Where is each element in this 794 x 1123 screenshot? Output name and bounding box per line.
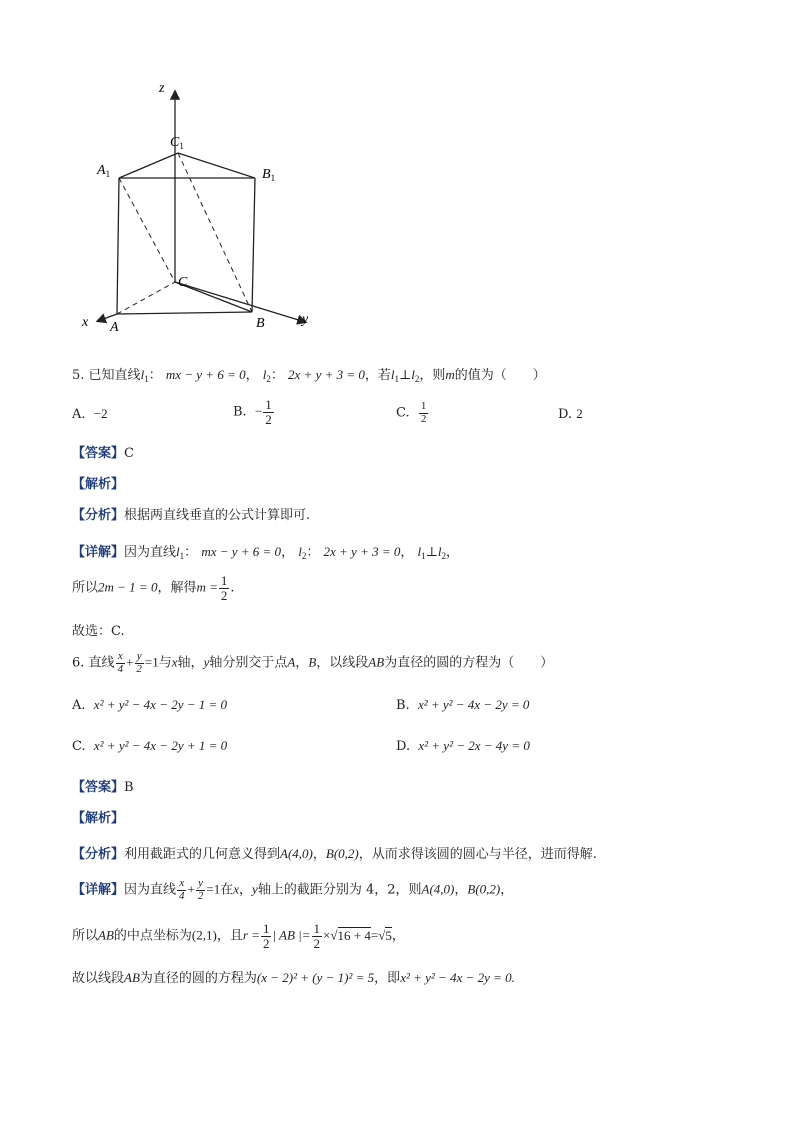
label-x: x xyxy=(82,315,89,330)
q5-fenxi: 【分析】根据两直线垂直的公式计算即可. xyxy=(72,508,311,523)
q6-option-a: A. x² + y² − 4x − 2y − 1 = 0 xyxy=(72,697,228,713)
label-A: A xyxy=(110,320,119,335)
q5-option-d: D. 2 xyxy=(558,406,583,422)
q6-xiangjie: 【详解】因为直线 $\frac{x}{4}$ + $\frac{y}{2}$ =1在x，y轴上的截距分别为 4，2，则A(4,0)，B(0,2)， xyxy=(72,877,514,902)
prism-figure xyxy=(70,70,330,340)
q6-stem: 6. 直线 $\frac{x}{4}$ + $\frac{y}{2}$ =1与x轴，y轴分别交于点A，B，以线段AB为直径的圆的方程为（ ） xyxy=(72,650,554,675)
label-A1: $A_1$ xyxy=(97,163,111,179)
q6-fenxi: 【分析】利用截距式的几何意义得到A(4,0)，B(0,2)，从而求得该圆的圆心与半径，进而得解. xyxy=(72,846,597,862)
q5-analysis-tag: 【解析】 xyxy=(72,477,125,492)
label-B1: $B_1$ xyxy=(262,167,276,183)
q6-option-d: D. x² + y² − 2x − 4y = 0 xyxy=(396,738,530,754)
q6-option-b: B. x² + y² − 4x − 2y = 0 xyxy=(396,697,530,713)
q5-choose: 故选：C. xyxy=(72,624,125,639)
q5-option-a: A. −2 xyxy=(72,406,108,422)
q5-stem: 5. 已知直线$l_1$： mx − y + 6 = 0， $l_2$： 2x + y + 3 = 0，若$l_1\perp l_2$，则m的值为（ ） xyxy=(72,367,546,384)
label-B: B xyxy=(256,316,265,331)
q6-analysis-tag: 【解析】 xyxy=(72,811,125,826)
label-C1: $C_1$ xyxy=(170,135,184,151)
q5-option-c: C. $\frac{1}{2}$ xyxy=(396,400,427,425)
label-z: z xyxy=(159,81,165,96)
q5-answer: 【答案】C xyxy=(72,446,134,461)
q5-solve-line: 所以2m − 1 = 0，解得m = $\frac{1}{2}$ . xyxy=(72,573,235,603)
q6-solve-line: 所以AB的中点坐标为(2,1)，且r = $\frac{1}{2}$ | AB |= $\frac{1}{2}$ ×√16 + 4=√5， xyxy=(72,921,405,951)
y-axis xyxy=(175,282,305,322)
label-C: C xyxy=(178,275,188,290)
q6-option-c: C. x² + y² − 4x − 2y + 1 = 0 xyxy=(72,738,228,754)
label-y: y xyxy=(302,312,309,327)
q5-xiangjie: 【详解】因为直线$l_1$： mx − y + 6 = 0， $l_2$： 2x + y + 3 = 0， $l_1\perp l_2$， xyxy=(72,544,460,561)
q6-final-line: 故以线段AB为直径的圆的方程为(x − 2)² + (y − 1)² = 5，即x² + y² − 4x − 2y = 0. xyxy=(72,970,515,986)
q6-answer: 【答案】B xyxy=(72,780,134,795)
q5-option-b: B. − $\frac{1}{2}$ xyxy=(233,397,272,427)
